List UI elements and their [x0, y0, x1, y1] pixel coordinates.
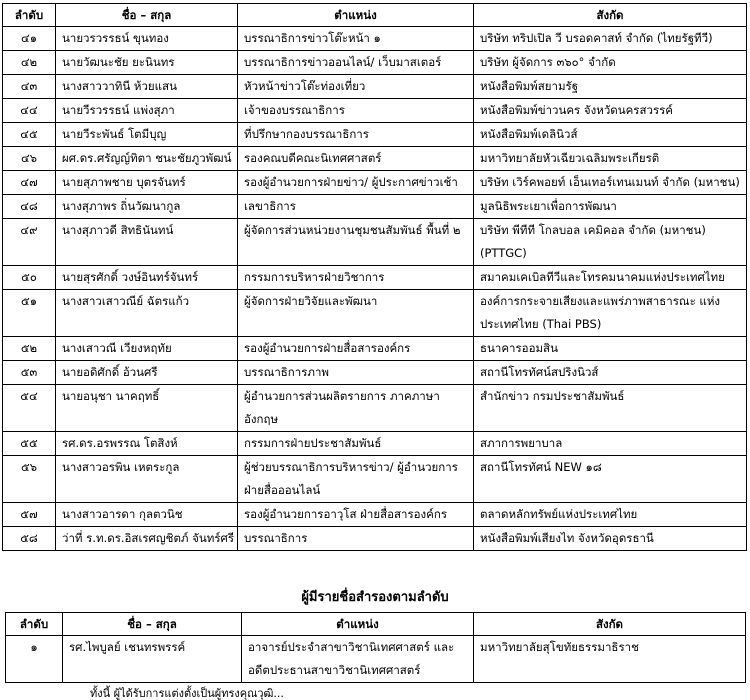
row-number: ๔๓ — [3, 75, 56, 99]
row-position: บรรณาธิการข่าวโต๊ะหน้า ๑ — [238, 27, 474, 51]
row-number: ๔๔ — [3, 99, 56, 123]
row-org: สำนักข่าว กรมประชาสัมพันธ์ — [474, 385, 747, 432]
member-table-header — [3, 4, 747, 27]
row-org: บริษัท เวิร์คพอยท์ เอ็นเทอร์เทนเมนท์ จำกัด (มหาชน) — [474, 171, 747, 195]
table-row — [3, 456, 747, 503]
row-org: องค์การกระจายเสียงและแพร่ภาพสาธารณะ แห่งประเทศไทย (Thai PBS) — [474, 290, 747, 337]
row-name: รศ.ไพบูลย์ เชนทรพรรค์ — [63, 636, 242, 683]
row-name: รศ.ดร.อรพรรณ โตสิงห์ — [56, 432, 238, 456]
table-row — [3, 99, 747, 123]
row-org: สถานีโทรทัศน์ NEW ๑๘ — [474, 456, 747, 503]
row-org: บริษัท ผู้จัดการ ๓๖๐° จำกัด — [474, 51, 747, 75]
row-position: ที่ปรึกษากองบรรณาธิการ — [238, 123, 474, 147]
table-row — [3, 51, 747, 75]
row-number: ๕๘ — [3, 527, 56, 551]
header-name: ชื่อ – สกุล — [56, 4, 238, 27]
row-number: ๑ — [6, 636, 63, 683]
header-org: สังกัด — [474, 613, 746, 636]
row-org: ตลาดหลักทรัพย์แห่งประเทศไทย — [474, 503, 747, 527]
footer-note: ทั้งนี้ ผู้ได้รับการแต่งตั้งเป็นผู้ทรงคุณวุฒิ... — [90, 687, 284, 700]
row-position: รองผู้อำนวยการฝ่ายสื่อสารองค์กร — [238, 337, 474, 361]
table-row — [3, 266, 747, 290]
row-position: กรรมการฝ่ายประชาสัมพันธ์ — [238, 432, 474, 456]
header-no: ลำดับ — [3, 4, 56, 27]
row-name: นายวัฒนะชัย ยะนินทร — [56, 51, 238, 75]
row-number: ๔๕ — [3, 123, 56, 147]
row-number: ๕๗ — [3, 503, 56, 527]
row-name: นางสุภาวดี สิทธินันทน์ — [56, 219, 238, 266]
row-name: นางสาวเสาวณีย์ ฉัตรแก้ว — [56, 290, 238, 337]
row-position: ผู้อำนวยการส่วนผลิตรายการ ภาคภาษาอังกฤษ — [238, 385, 474, 432]
table-row — [3, 171, 747, 195]
row-position: ผู้จัดการส่วนหน่วยงานชุมชนสัมพันธ์ พื้นที่ ๒ — [238, 219, 474, 266]
row-org: มหาวิทยาลัยสุโขทัยธรรมาธิราช — [474, 636, 746, 683]
row-number: ๕๐ — [3, 266, 56, 290]
row-name: นางสาววาทินี ห้วยแสน — [56, 75, 238, 99]
row-number: ๔๗ — [3, 171, 56, 195]
alternate-section-title: ผู้มีรายชื่อสำรองตามลำดับ — [301, 590, 449, 605]
row-org: บริษัท ทริปเปิล วี บรอดคาสท์ จำกัด (ไทยรัฐทีวี) — [474, 27, 747, 51]
table-row — [3, 27, 747, 51]
row-name: ผศ.ดร.ศรัญญ์ทิตา ชนะชัยภูวพัฒน์ — [56, 147, 238, 171]
row-number: ๔๑ — [3, 27, 56, 51]
alternate-table — [5, 612, 746, 683]
table-row — [3, 361, 747, 385]
table-row — [3, 337, 747, 361]
row-position: ผู้จัดการฝ่ายวิจัยและพัฒนา — [238, 290, 474, 337]
row-name: นายสุภาพชาย บุตรจันทร์ — [56, 171, 238, 195]
table-row — [3, 527, 747, 551]
row-position: บรรณาธิการข่าวออนไลน์/ เว็บมาสเตอร์ — [238, 51, 474, 75]
row-position: รองคณบดีคณะนิเทศศาสตร์ — [238, 147, 474, 171]
row-org: มูลนิธิพระเยาเพื่อการพัฒนา — [474, 195, 747, 219]
alternate-table-header — [6, 613, 746, 636]
header-position: ตำแหน่ง — [242, 613, 474, 636]
row-number: ๔๙ — [3, 219, 56, 266]
row-name: นายวีรวรรธน์ แพ่งสุภา — [56, 99, 238, 123]
row-org: บริษัท พีทีที โกลบอล เคมิคอล จำกัด (มหาชน) (PTTGC) — [474, 219, 747, 266]
header-position: ตำแหน่ง — [238, 4, 474, 27]
row-name: นางเสาวณี เวียงหฤทัย — [56, 337, 238, 361]
row-position: เจ้าของบรรณาธิการ — [238, 99, 474, 123]
row-position: รองผู้อำนวยการฝ่ายข่าว/ ผู้ประกาศข่าวเช้า — [238, 171, 474, 195]
member-table — [2, 3, 747, 551]
row-number: ๕๕ — [3, 432, 56, 456]
row-position: กรรมการบริหารฝ่ายวิชาการ — [238, 266, 474, 290]
row-org: หนังสือพิมพ์ข่าวนคร จังหวัดนครสวรรค์ — [474, 99, 747, 123]
header-name: ชื่อ – สกุล — [63, 613, 242, 636]
row-number: ๕๒ — [3, 337, 56, 361]
row-number: ๔๘ — [3, 195, 56, 219]
row-name: นายสุรศักดิ์ วงษ์อินทร์จันทร์ — [56, 266, 238, 290]
table-row — [3, 432, 747, 456]
row-position: ผู้ช่วยบรรณาธิการบริหารข่าว/ ผู้อำนวยการ ฝ่ายสื่อออนไลน์ — [238, 456, 474, 503]
row-position: หัวหน้าข่าวโต๊ะท่องเที่ยว — [238, 75, 474, 99]
row-name: นายวรวรรธน์ ขุนทอง — [56, 27, 238, 51]
row-number: ๔๖ — [3, 147, 56, 171]
table-row — [3, 290, 747, 337]
row-org: มหาวิทยาลัยหัวเฉียวเฉลิมพระเกียรติ — [474, 147, 747, 171]
header-org: สังกัด — [474, 4, 747, 27]
row-name: นายอนุชา นาคฤทธิ์ — [56, 385, 238, 432]
row-org: หนังสือพิมพ์เดลินิวส์ — [474, 123, 747, 147]
row-number: ๕๓ — [3, 361, 56, 385]
row-name: นายอดิศักดิ์ อ้วนศรี — [56, 361, 238, 385]
row-name: นางสาวอรพิน เหตระกูล — [56, 456, 238, 503]
table-row — [3, 195, 747, 219]
row-number: ๔๒ — [3, 51, 56, 75]
row-org: สมาคมเคเบิลทีวีและโทรคมนาคมแห่งประเทศไทย — [474, 266, 747, 290]
row-org: หนังสือพิมพ์เสียงไท จังหวัดอุดรธานี — [474, 527, 747, 551]
row-number: ๕๔ — [3, 385, 56, 432]
table-row — [6, 636, 746, 683]
row-position: บรรณาธิการภาพ — [238, 361, 474, 385]
row-name: นางสุภาพร ถิ่นวัฒนากูล — [56, 195, 238, 219]
row-org: หนังสือพิมพ์สยามรัฐ — [474, 75, 747, 99]
table-row — [3, 503, 747, 527]
row-name: นางสาวอารดา กุลตวนิช — [56, 503, 238, 527]
row-position: รองผู้อำนวยการอาวุโส ฝ่ายสื่อสารองค์กร — [238, 503, 474, 527]
table-row — [3, 219, 747, 266]
table-row — [3, 147, 747, 171]
row-org: สภาการพยาบาล — [474, 432, 747, 456]
row-number: ๕๑ — [3, 290, 56, 337]
row-org: ธนาคารออมสิน — [474, 337, 747, 361]
row-position: บรรณาธิการ — [238, 527, 474, 551]
table-row — [3, 75, 747, 99]
table-row — [3, 385, 747, 432]
table-row — [3, 123, 747, 147]
row-name: ว่าที่ ร.ท.ดร.อิสเรศญชิตภ์ จันทร์ศรี — [56, 527, 238, 551]
row-position: อาจารย์ประจำสาขาวิชานิเทศศาสตร์ และอดีตประธานสาขาวิชานิเทศศาสตร์ — [242, 636, 474, 683]
row-name: นายวีระพันธ์ โตมีบุญ — [56, 123, 238, 147]
row-position: เลขาธิการ — [238, 195, 474, 219]
row-org: สถานีโทรทัศน์สปริงนิวส์ — [474, 361, 747, 385]
header-no: ลำดับ — [6, 613, 63, 636]
row-number: ๕๖ — [3, 456, 56, 503]
